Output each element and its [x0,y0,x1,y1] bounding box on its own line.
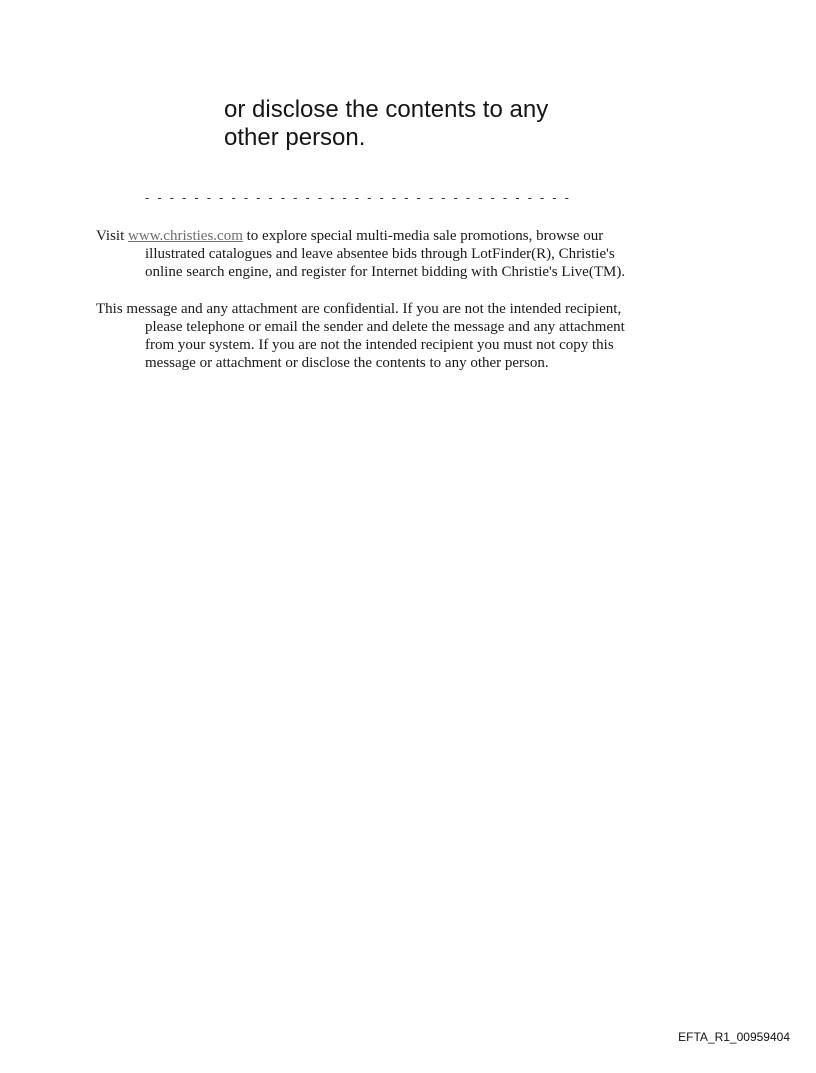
large-text-block [224,96,644,152]
large-text-line-1: or disclose the contents to any [224,96,549,123]
confidential-line-2: please telephone or email the sender and delete the message and any attachment [145,319,625,335]
visit-paragraph [96,227,666,281]
confidential-line-1: This message and any attachment are confidential. If you are not the intended recipient, [96,301,622,317]
confidential-line-4: message or attachment or disclose the contents to any other person. [145,355,549,371]
confidential-line-3: from your system. If you are not the intended recipient you must not copy this [145,337,614,353]
visit-line-2: illustrated catalogues and leave absentee bids through LotFinder(R), Christie's [145,246,615,262]
document-id: EFTA_R1_00959404 [678,1030,790,1044]
confidentiality-paragraph [96,300,666,372]
visit-line-3: online search engine, and register for Internet bidding with Christie's Live(TM). [145,264,626,280]
separator-line: - - - - - - - - - - - - - - - - - - - - - - - - - - - - - - - - - - - [145,190,572,205]
large-text-line-2: other person. [224,124,366,151]
visit-prefix: Visit [96,228,129,244]
visit-line-1 [96,227,666,245]
christies-link[interactable]: www.christies.com [128,228,243,244]
visit-line-1-rest: to explore special multi-media sale promotions, browse our [242,228,604,244]
